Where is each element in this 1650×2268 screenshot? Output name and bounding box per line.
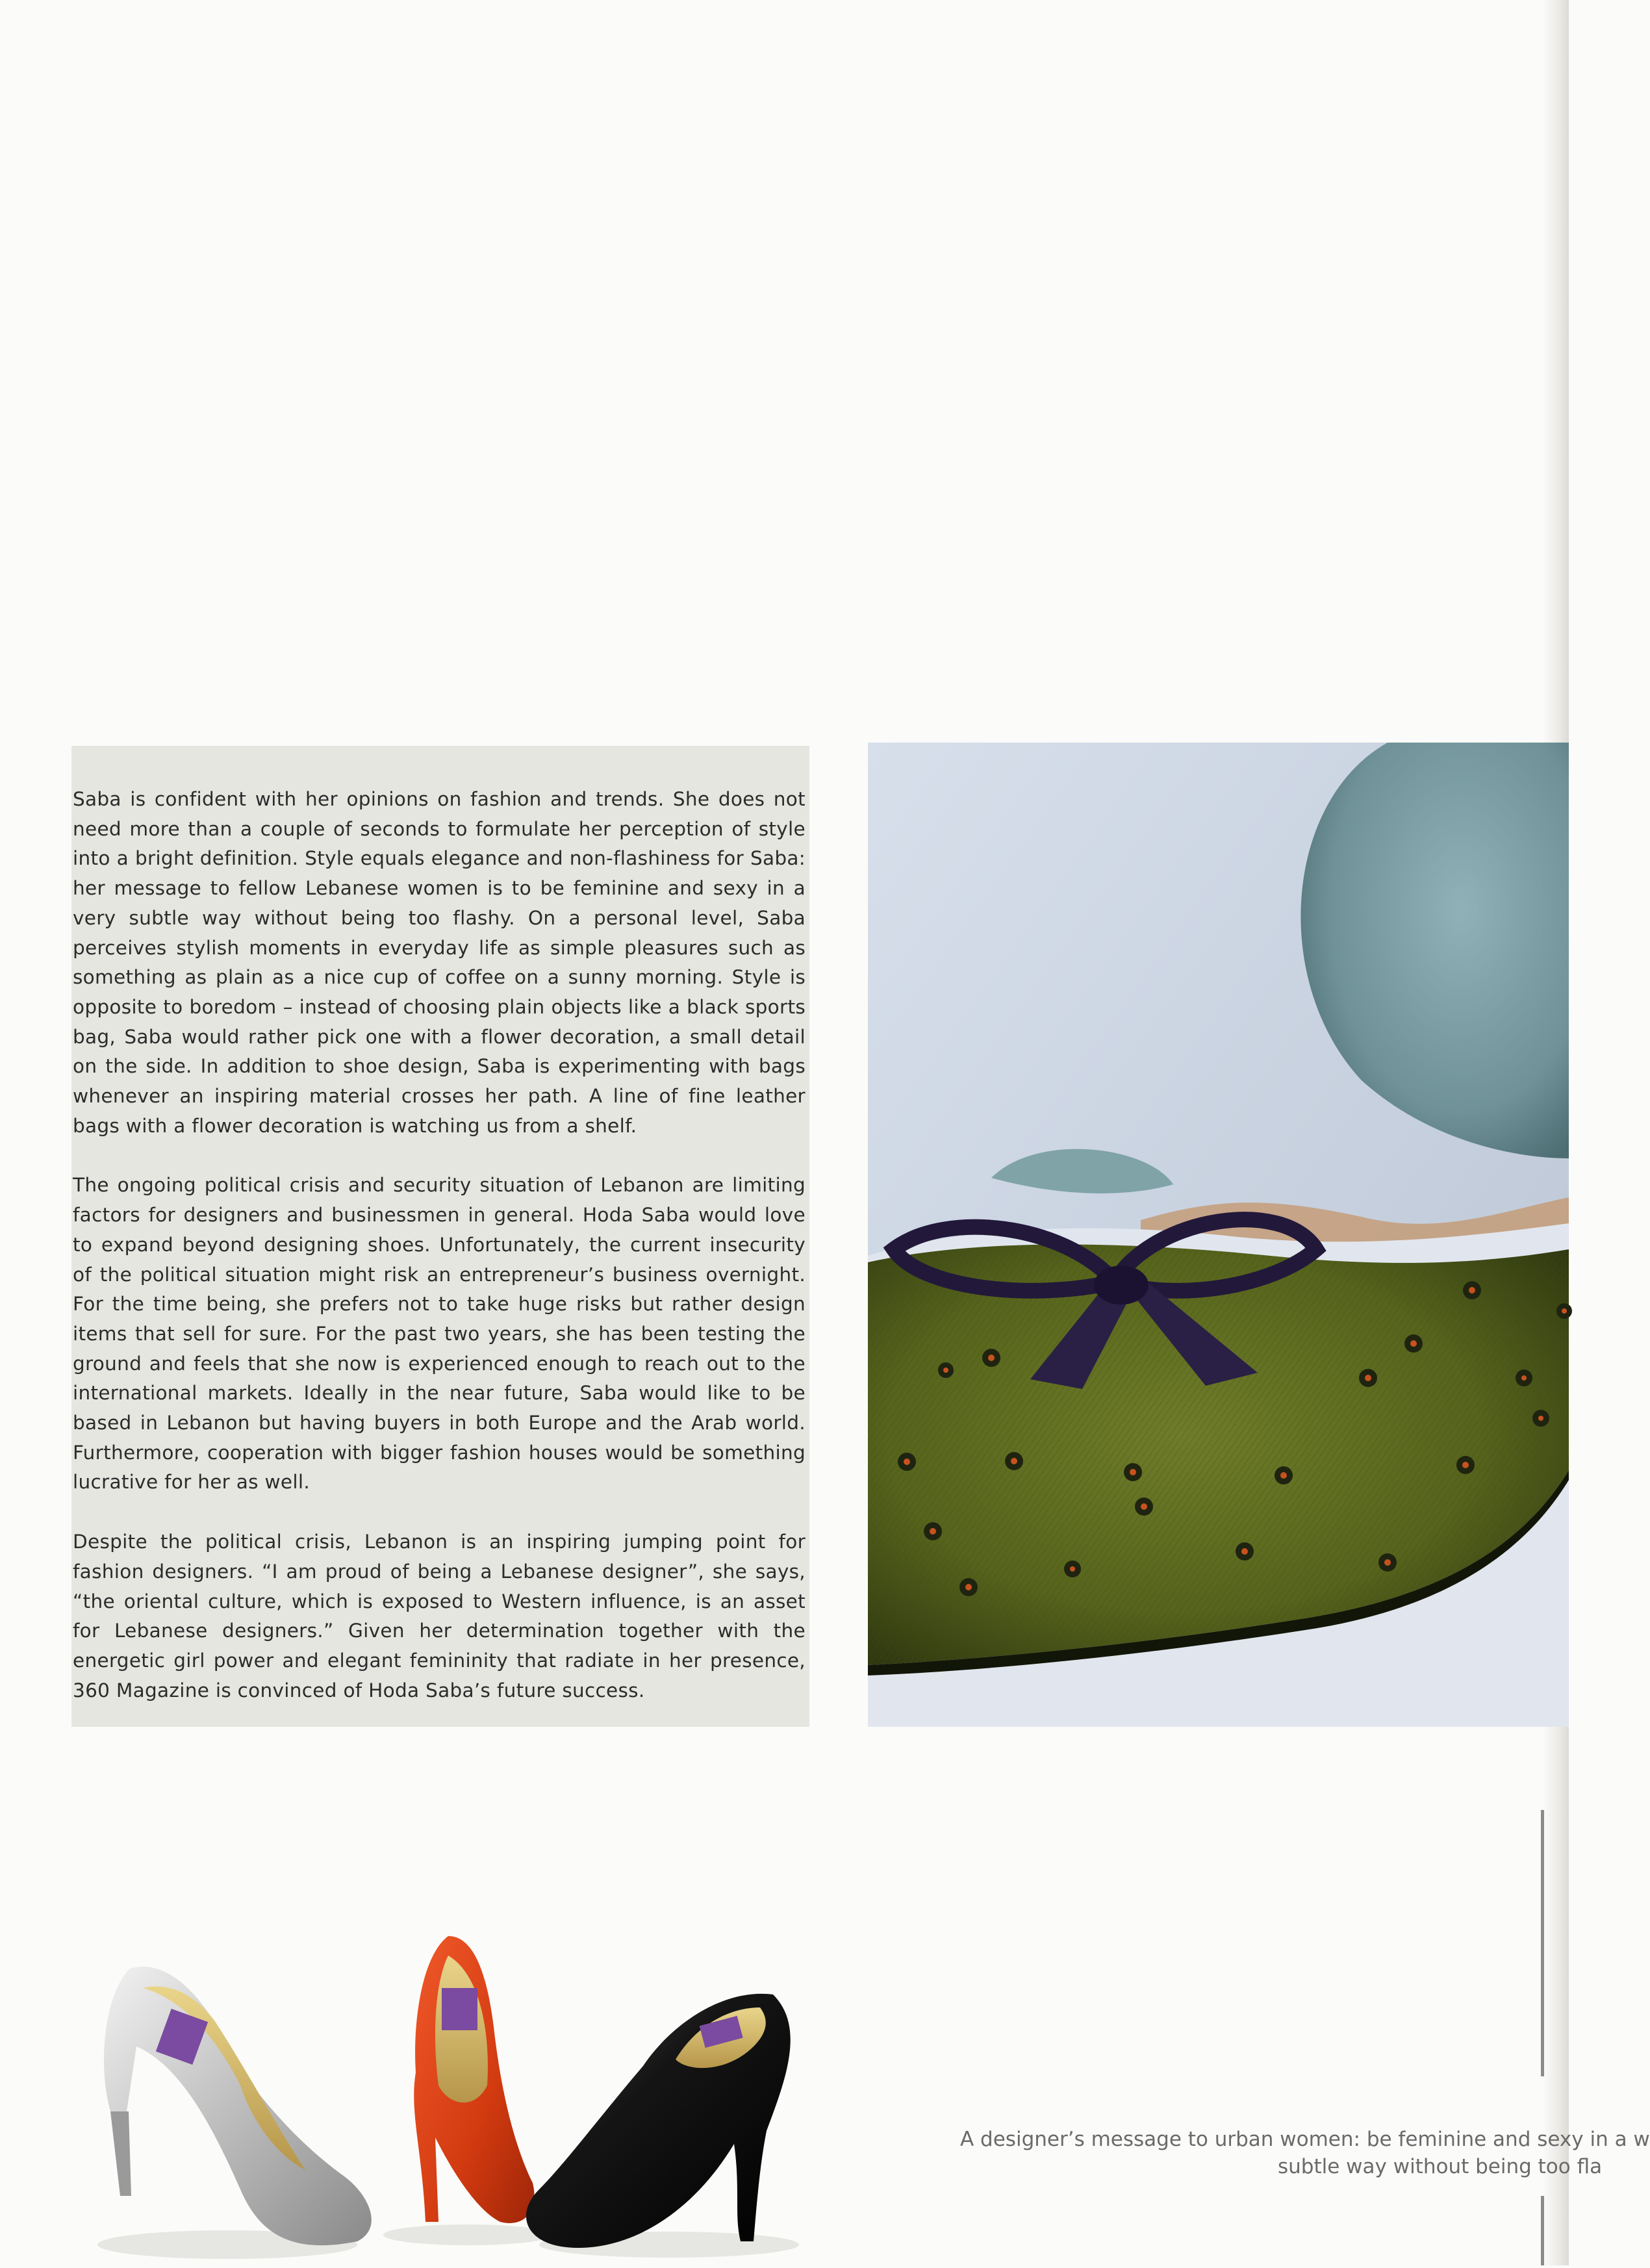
article-paragraph-3: Despite the political crisis, Lebanon is an inspiring jumping point for fashion designers. “I am proud of being a Lebanese designer”, she says, “the oriental culture, which is exposed to Western influence, is an asset for Lebanese designers.” Given her determination together with the energetic girl power and elegant femininity that radiate in her presence, 360 Magazine is convinced of Hoda Saba’s future success.	[73, 1531, 806, 1701]
article-paragraph-2: The ongoing political crisis and security situation of Lebanon are limiting factors for designers and businessmen in general. Hoda Saba would love to expand beyond designing shoes. Unfortunately, the current insecurity of the political situation might risk an entrepreneur’s business overnight. For the time being, she prefers not to take huge risks but rather design items that sell for sure. For the past two years, she has been testing the ground and feels that she now is experienced enough to reach out to the international markets. Ideally in the near future, Saba would like to be based in Lebanon but having buyers in both Europe and the Arab world. Furthermore, cooperation with bigger fashion houses would be something lucrative for her as well.	[73, 1174, 806, 1494]
article-body	[73, 785, 806, 1735]
vertical-rule	[1541, 1810, 1544, 2076]
three-shoes-photo	[84, 1917, 831, 2265]
caption-line-2: subtle way without being too fla	[1278, 2155, 1603, 2178]
three-pumps-illustration	[84, 1917, 831, 2265]
article-paragraph-1: Saba is confident with her opinions on fashion and trends. She does not need more than a couple of seconds to formulate her perception of style into a bright definition. Style equals elegance and non-flashiness for Saba: her message to fellow Lebanese women is to be feminine and sexy in a very subtle way without being too flashy. On a personal level, Saba perceives stylish moments in everyday life as simple pleasures such as something as plain as a nice cup of coffee on a sunny morning. Style is opposite to boredom – instead of choosing plain objects like a black sports bag, Saba would rather pick one with a flower decoration, a small detail on the side. In addition to shoe design, Saba is experimenting with bags whenever an inspiring material crosses her path. A line of fine leather bags with a flower decoration is watching us from a shelf.	[73, 788, 806, 1137]
article-text-panel	[71, 746, 809, 1727]
green-shoe-photo	[868, 743, 1569, 1727]
green-shoe-illustration	[868, 743, 1569, 1727]
vertical-rule-lower	[1541, 2196, 1544, 2265]
caption-line-1: A designer’s message to urban women: be feminine and sexy in a w	[960, 2128, 1650, 2151]
photo-caption	[955, 2126, 1650, 2184]
